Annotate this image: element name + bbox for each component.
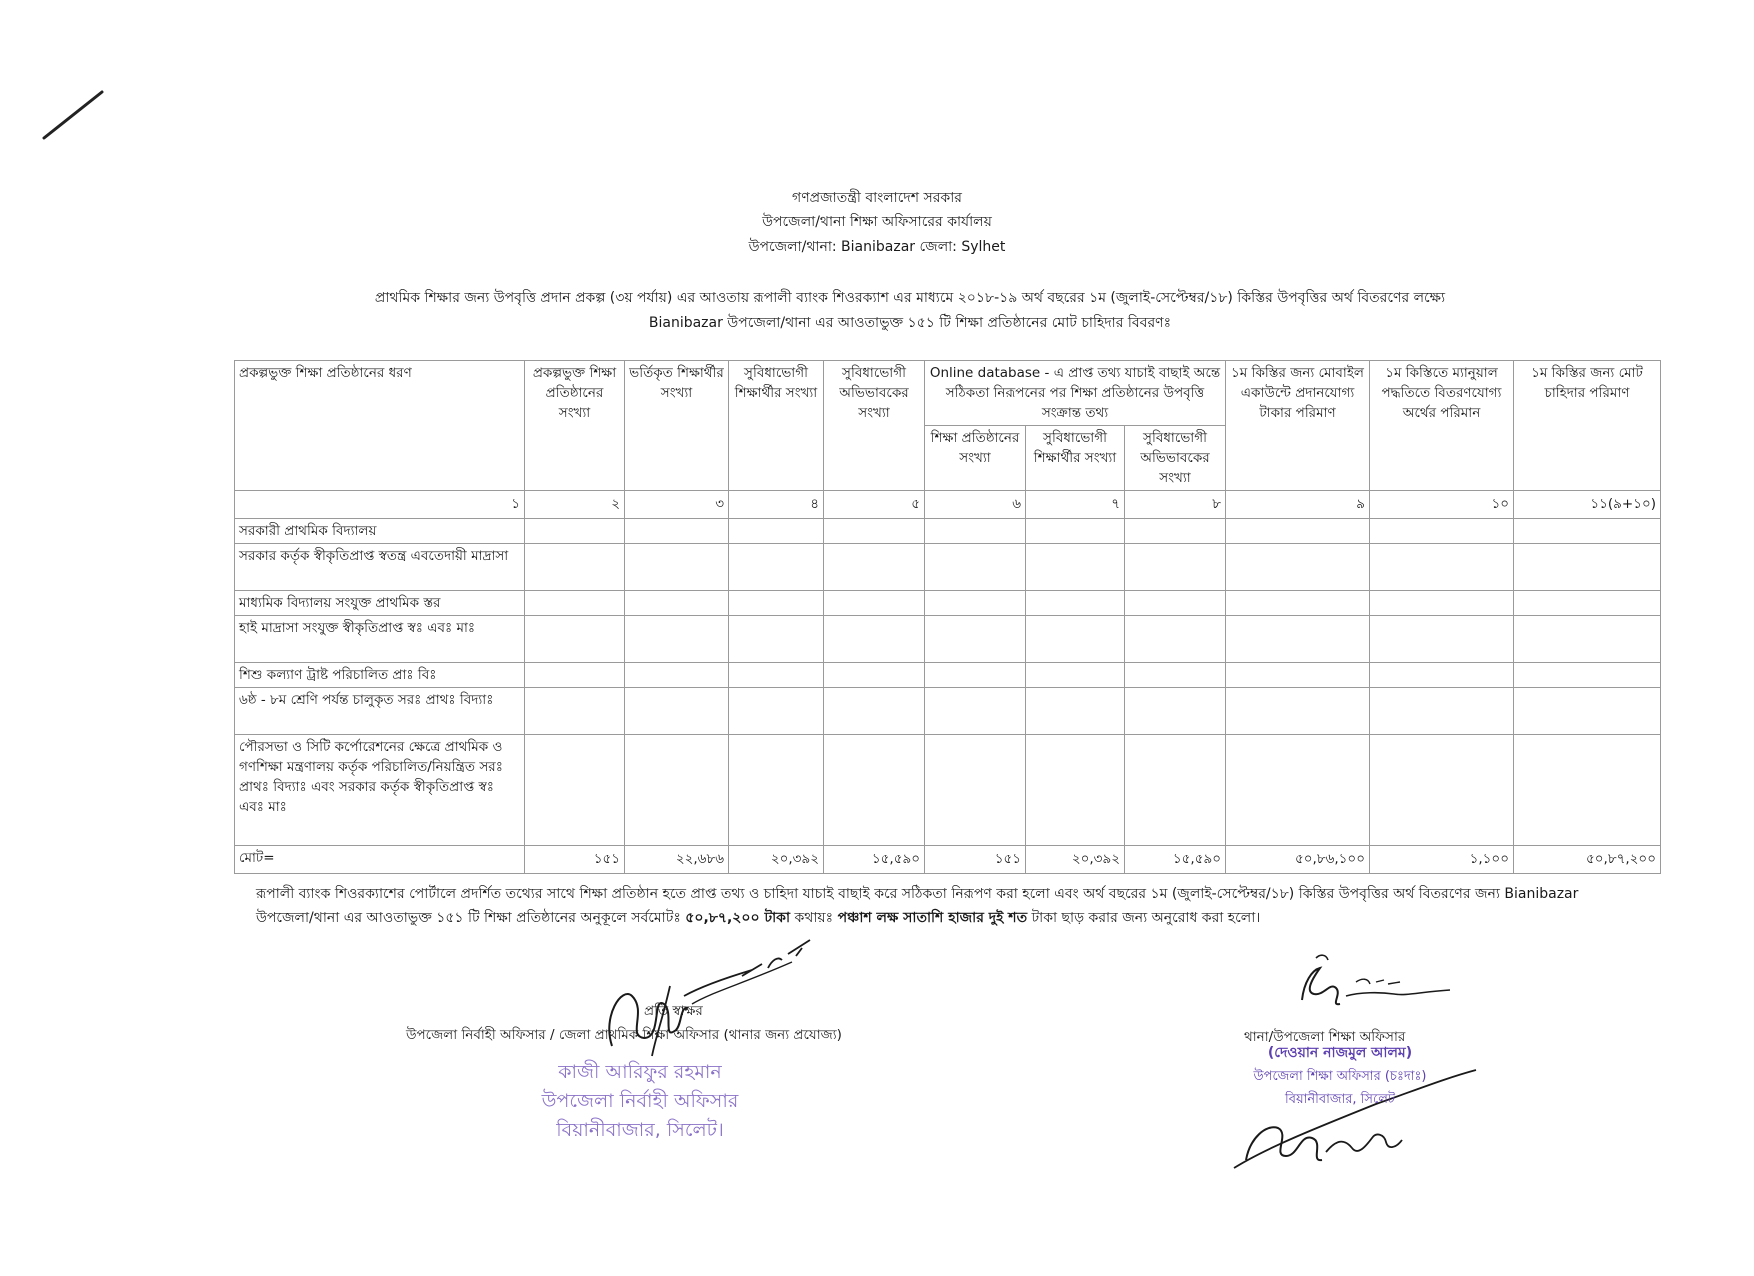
- left-signature-image: [592, 926, 822, 1076]
- column-index: ৩: [625, 491, 729, 519]
- intro-paragraph: [240, 286, 1580, 336]
- closing-paragraph: [256, 882, 1580, 930]
- column-index: ৪: [729, 491, 824, 519]
- total-label: মোট=: [235, 846, 525, 874]
- column-index: ২: [525, 491, 625, 519]
- total-cell: ১৫১: [925, 846, 1026, 874]
- header-government: গণপ্রজাতন্ত্রী বাংলাদেশ সরকার: [792, 190, 962, 206]
- right-signatory-role: থানা/উপজেলা শিক্ষা অফিসার: [1244, 1029, 1406, 1045]
- col-header-enrolled-students: ভর্তিকৃত শিক্ষার্থীর সংখ্যা: [625, 361, 729, 491]
- column-index-row: [235, 491, 1661, 519]
- col-header-online-database: Online database - এ প্রাপ্ত তথ্য যাচাই বাছাই অন্তে সঠিকতা নিরূপনের পর শিক্ষা প্রতিষ্ঠানের উপবৃত্তি সংক্রান্ত তথ্য: [925, 361, 1226, 426]
- col-header-beneficiary-guardians: সুবিধাভোগী অভিভাবকের সংখ্যা: [824, 361, 925, 491]
- closing-text-3: টাকা ছাড় করার জন্য অনুরোধ করা হলো।: [1031, 910, 1261, 926]
- left-signatory-role: উপজেলা নির্বাহী অফিসার / জেলা প্রাথমিক শিক্ষা অফিসার (থানার জন্য প্রযোজ্য): [406, 1027, 842, 1043]
- row-label: মাধ্যমিক বিদ্যালয় সংযুক্ত প্রাথমিক স্তর: [235, 591, 525, 616]
- closing-text-1: রূপালী ব্যাংক শিওরক্যাশের পোর্টালে প্রদর্শিত তথ্যের সাথে শিক্ষা প্রতিষ্ঠান হতে প্রাপ্ত তথ্য ও চাহিদা যাচাই বাছাই করে সঠিকতা নিরূপণ করা হলো এবং অর্থ বছরের ১ম (জুলাই-সেপ্টেম্বর/১৮) কিস্তির উপবৃত্তির অর্থ বিতরণের জন্য Bianibazar উপজেলা/থানা এর আওতাভুক্ত ১৫১ টি শিক্ষা প্রতিষ্ঠানের অনুকূলে সর্বমোটঃ: [256, 886, 1579, 926]
- closing-total-amount: ৫০,৮৭,২০০ টাকা: [685, 910, 791, 926]
- total-cell: ২০,৩৯২: [1026, 846, 1125, 874]
- column-index: ১০: [1370, 491, 1514, 519]
- row-label: শিশু কল্যাণ ট্রাষ্ট পরিচালিত প্রাঃ বিঃ: [235, 663, 525, 688]
- col-header-verified-guardians: সুবিধাভোগী অভিভাবকের সংখ্যা: [1125, 426, 1226, 491]
- table-row: [235, 663, 1661, 688]
- total-cell: ১৫,৫৯০: [1125, 846, 1226, 874]
- total-cell: ১,১০০: [1370, 846, 1514, 874]
- row-label: হাই মাদ্রাসা সংযুক্ত স্বীকৃতিপ্রাপ্ত স্বঃ এবঃ মাঃ: [235, 616, 525, 663]
- left-official-stamp: [520, 1058, 760, 1145]
- header-office: উপজেলা/থানা শিক্ষা অফিসারের কার্যালয়: [762, 214, 992, 230]
- row-label: সরকার কর্তৃক স্বীকৃতিপ্রাপ্ত স্বতন্ত্র এবতেদায়ী মাদ্রাসা: [235, 544, 525, 591]
- col-header-verified-institutions: শিক্ষা প্রতিষ্ঠানের সংখ্যা: [925, 426, 1026, 491]
- stamp-name: (দেওয়ান নাজমুল আলম): [1267, 1045, 1413, 1061]
- column-index: ৫: [824, 491, 925, 519]
- intro-line-1: প্রাথমিক শিক্ষার জন্য উপবৃত্তি প্রদান প্রকল্প (৩য় পর্যায়) এর আওতায় রূপালী ব্যাংক শিওরক্যাশ এর মাধ্যমে ২০১৮-১৯ অর্থ বছরের ১ম (জুলাই-সেপ্টেম্বর/১৮) কিস্তির উপবৃত্তির অর্থ বিতরণের লক্ষ্যে: [374, 290, 1446, 306]
- table-row: [235, 544, 1661, 591]
- stamp-location: বিয়ানীবাজার, সিলেট: [1285, 1092, 1395, 1107]
- closing-text-2: কথায়ঃ: [794, 910, 834, 926]
- countersign-label: প্রতি স্বাক্ষর: [644, 1003, 703, 1019]
- row-label: ৬ষ্ঠ - ৮ম শ্রেণি পর্যন্ত চালুকৃত সরঃ প্রাথঃ বিদ্যাঃ: [235, 688, 525, 735]
- total-cell: ২০,৩৯২: [729, 846, 824, 874]
- column-index: ১১(৯+১০): [1514, 491, 1661, 519]
- closing-amount-in-words: পঞ্চাশ লক্ষ সাতাশি হাজার দুই শত: [837, 910, 1028, 926]
- stamp-designation: উপজেলা শিক্ষা অফিসার (চঃদাঃ): [1253, 1069, 1427, 1084]
- total-cell: ১৫১: [525, 846, 625, 874]
- col-header-institution-type: প্রকল্পভুক্ত শিক্ষা প্রতিষ্ঠানের ধরণ: [235, 361, 525, 491]
- total-cell: ৫০,৮৬,১০০: [1226, 846, 1370, 874]
- col-header-institution-count: প্রকল্পভুক্ত শিক্ষা প্রতিষ্ঠানের সংখ্যা: [525, 361, 625, 491]
- row-label: পৌরসভা ও সিটি কর্পোরেশনের ক্ষেত্রে প্রাথমিক ও গণশিক্ষা মন্ত্রণালয় কর্তৃক পরিচালিত/নিয়ন্ত্রিত সরঃ প্রাথঃ বিদ্যাঃ এবং সরকার কর্তৃক স্বীকৃতিপ্রাপ্ত স্বঃ এবঃ মাঃ: [235, 735, 525, 846]
- total-cell: ১৫,৫৯০: [824, 846, 925, 874]
- table-header-row: [235, 361, 1661, 426]
- table-row: [235, 688, 1661, 735]
- demand-table: [234, 360, 1661, 874]
- intro-line-2: Bianibazar উপজেলা/থানা এর আওতাভুক্ত ১৫১ টি শিক্ষা প্রতিষ্ঠানের মোট চাহিদার বিবরণঃ: [648, 315, 1172, 331]
- stamp-designation: উপজেলা নির্বাহী অফিসার: [541, 1090, 739, 1112]
- column-index: ৬: [925, 491, 1026, 519]
- col-header-total-demand: ১ম কিস্তির জন্য মোট চাহিদার পরিমাণ: [1514, 361, 1661, 491]
- column-index: ৭: [1026, 491, 1125, 519]
- column-index: ৮: [1125, 491, 1226, 519]
- total-row: [235, 846, 1661, 874]
- col-header-verified-students: সুবিধাভোগী শিক্ষার্থীর সংখ্যা: [1026, 426, 1125, 491]
- total-cell: ৫০,৮৭,২০০: [1514, 846, 1661, 874]
- total-cell: ২২,৬৮৬: [625, 846, 729, 874]
- column-index: ১: [235, 491, 525, 519]
- row-label: সরকারী প্রাথমিক বিদ্যালয়: [235, 519, 525, 544]
- col-header-beneficiary-students: সুবিধাভোগী শিক্ষার্থীর সংখ্যা: [729, 361, 824, 491]
- table-row: [235, 519, 1661, 544]
- header-location: উপজেলা/থানা: Bianibazar জেলা: Sylhet: [748, 239, 1006, 255]
- col-header-mobile-amount: ১ম কিস্তির জন্য মোবাইল একাউন্টে প্রদানযোগ্য টাকার পরিমাণ: [1226, 361, 1370, 491]
- column-index: ৯: [1226, 491, 1370, 519]
- table-row: [235, 616, 1661, 663]
- col-header-manual-amount: ১ম কিস্তিতে ম্যানুয়াল পদ্ধতিতে বিতরণযোগ্য অর্থের পরিমান: [1370, 361, 1514, 491]
- table-row: [235, 735, 1661, 846]
- stamp-name: কাজী আরিফুর রহমান: [558, 1061, 722, 1083]
- right-signature-top: [1290, 952, 1460, 1032]
- pen-stroke-mark: [40, 86, 112, 144]
- right-official-stamp: [1222, 1042, 1458, 1111]
- stamp-location: বিয়ানীবাজার, সিলেট।: [556, 1119, 724, 1141]
- table-row: [235, 591, 1661, 616]
